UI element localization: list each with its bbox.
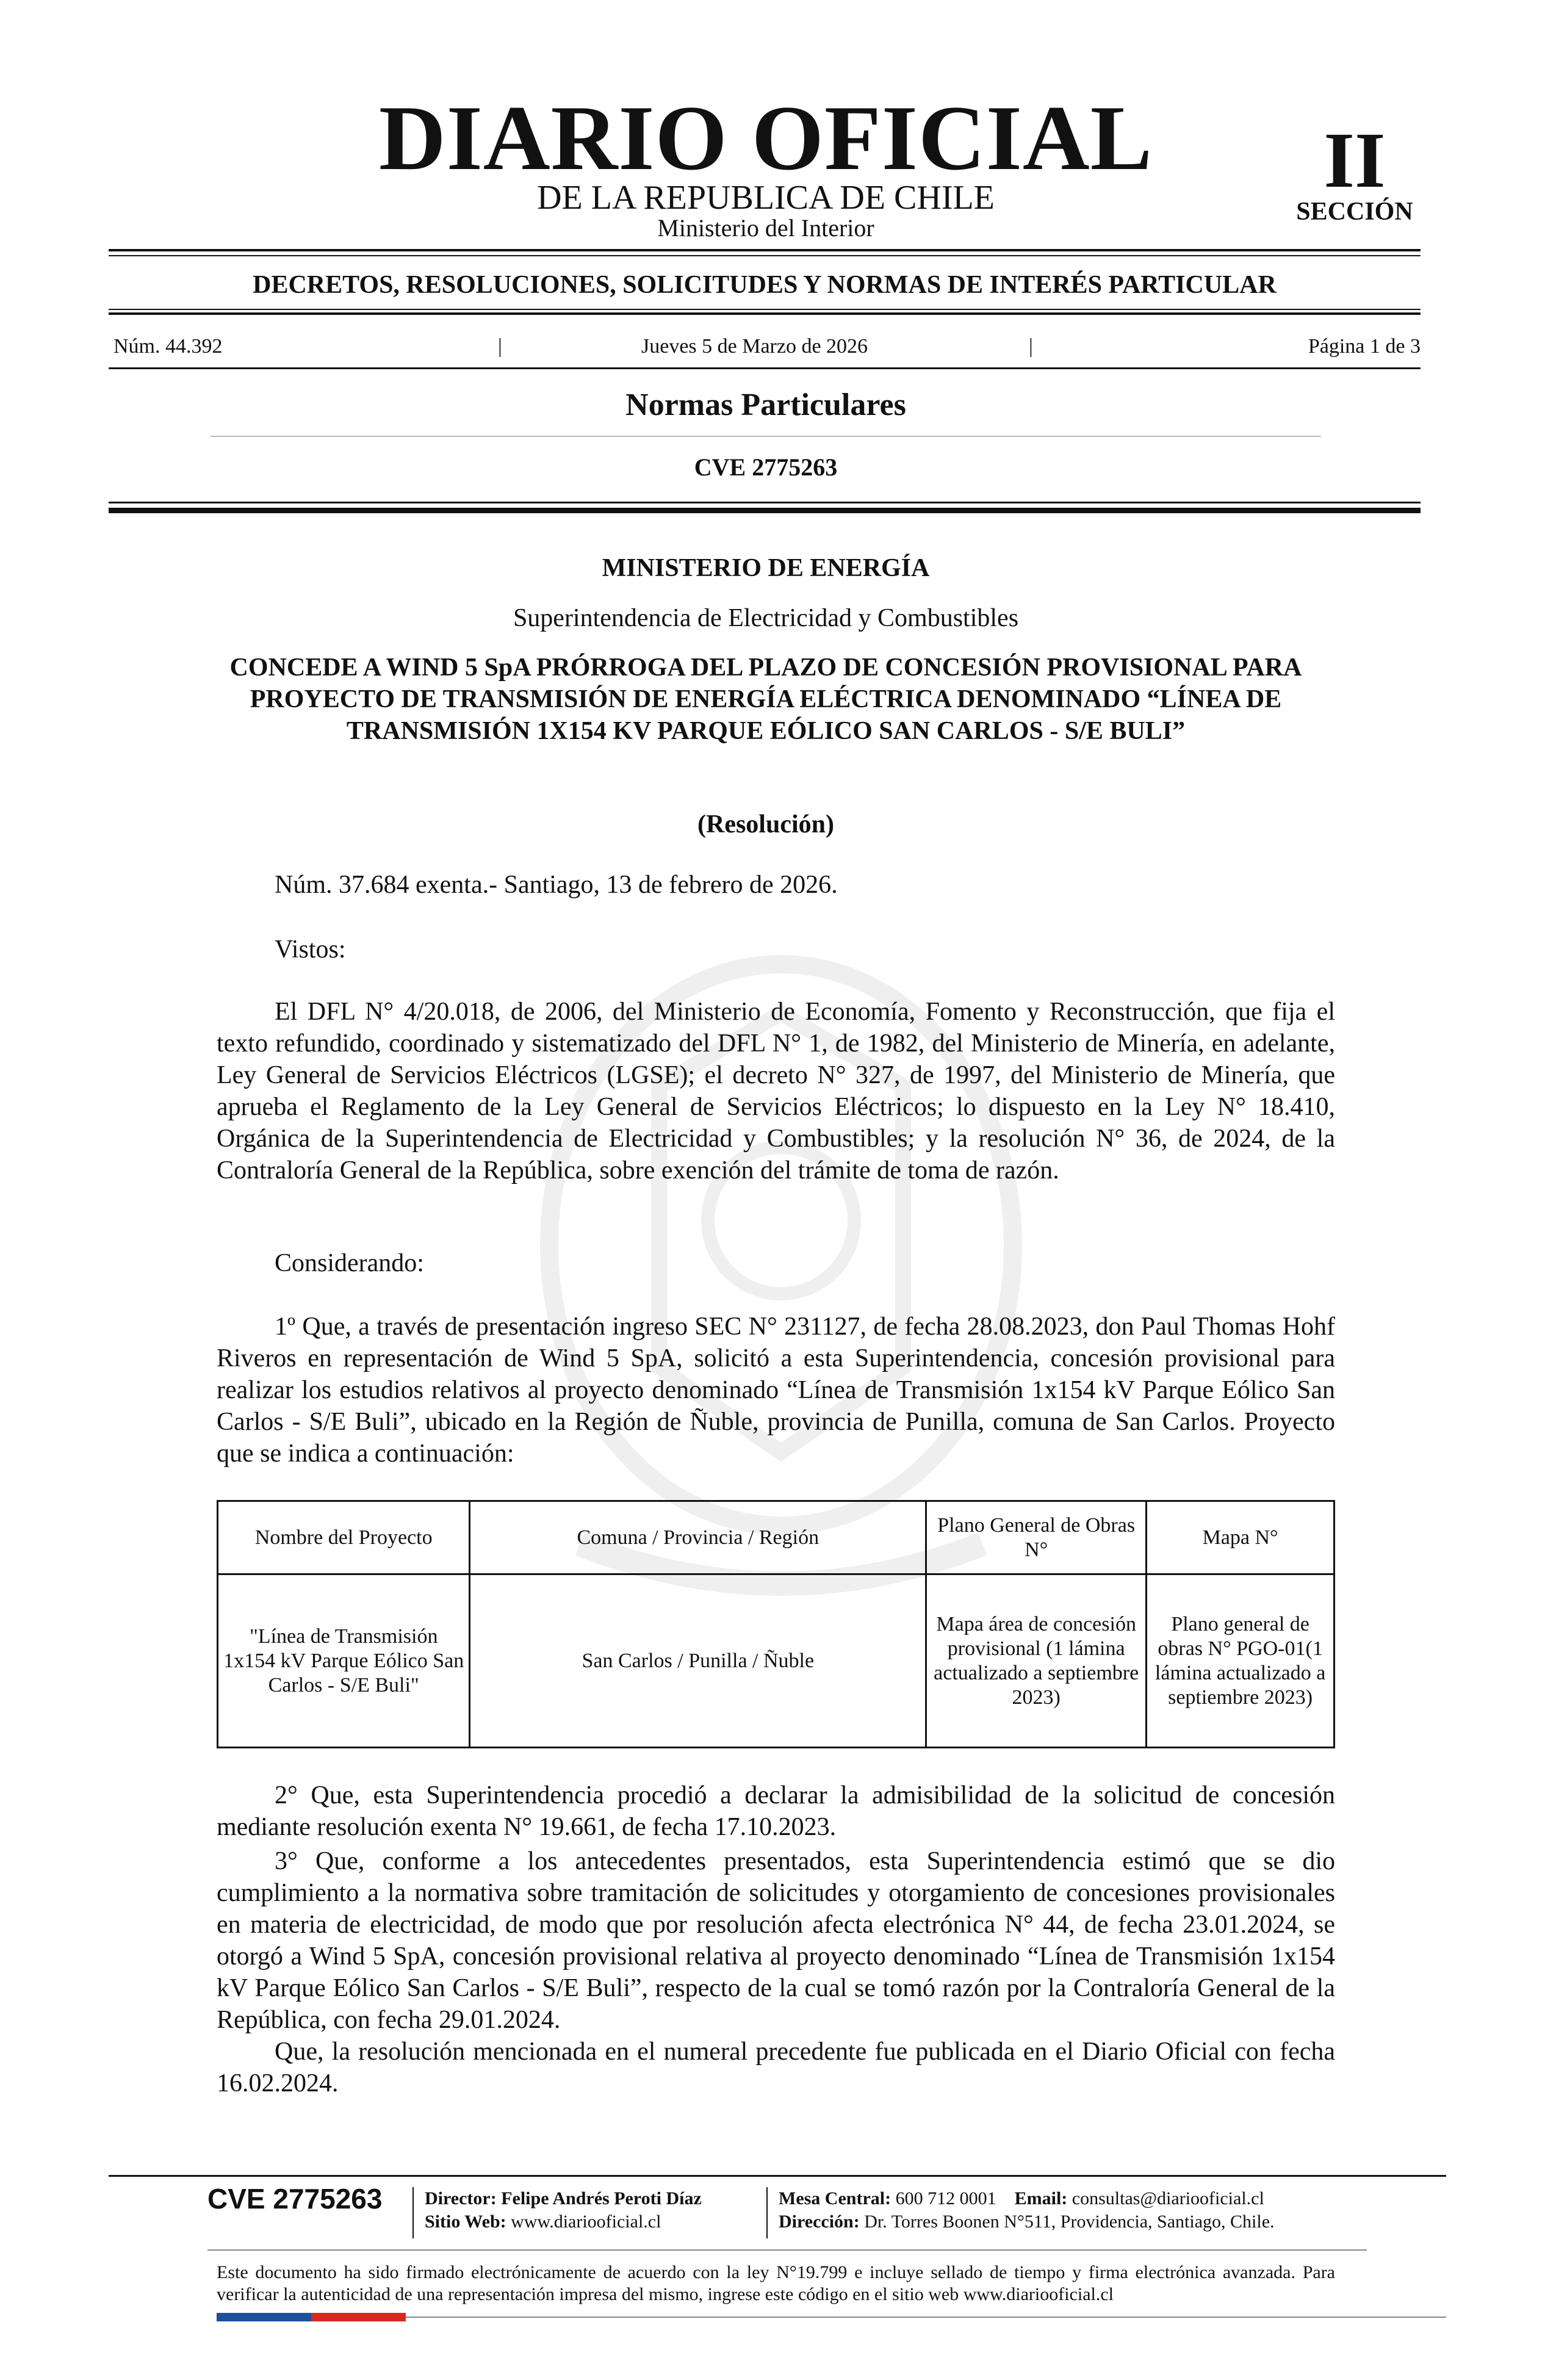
table-cell: Mapa área de concesión provisional (1 lámina actualizado a septiembre 2023) xyxy=(926,1574,1147,1748)
banner-rule xyxy=(109,312,1421,315)
paragraph-3: 3° Que, conforme a los antecedentes presentados, esta Superintendencia estimó que se dio cumplimiento a la normativa sobre tramitación de solicitudes y otorgamiento de concesiones provisionales en materia de electricidad, de modo que por resolución afecta electrónica N° 44, de fecha 23.01.2024, se otorgó a Wind 5 SpA, concesión provisional relativa al proyecto denominado “Línea de Transmisión 1x154 kV Parque Eólico San Carlos - S/E Buli”, respecto de la cual se tomó razón por la Contraloría General de la República, con fecha 29.01.2024. xyxy=(217,1847,1335,2034)
resolution-number: Núm. 37.684 exenta.- Santiago, 13 de febrero de 2026. xyxy=(275,871,838,899)
vistos-paragraph: El DFL N° 4/20.018, de 2006, del Ministerio de Economía, Fomento y Reconstrucción, que fija el texto refundido, coordinado y sistematizado del DFL N° 1, de 1982, del Ministerio de Minería, en adelante, Ley General de Servicios Eléctricos (LGSE); el decreto N° 327, de 1997, del Ministerio de Minería, que aprueba el Reglamento de la Ley General de Servicios Eléctricos; lo dispuesto en la Ley N° 18.410, Orgánica de la Superintendencia de Electricidad y Combustibles; y la resolución N° 36, de 2024, de la Contraloría General de la República, sobre exención del trámite de toma de razón. xyxy=(217,998,1335,1185)
address: Dr. Torres Boonen N°511, Providencia, Santiago, Chile. xyxy=(864,2212,1275,2232)
footer-rule-bottom xyxy=(207,2249,1367,2251)
flag-stripe-blue xyxy=(217,2313,311,2321)
newspaper-ministry: Ministerio del Interior xyxy=(657,214,874,242)
section-heading: Normas Particulares xyxy=(625,388,906,422)
footer-contact-block xyxy=(779,2187,1364,2234)
footer-director-block xyxy=(425,2187,766,2234)
site-label: Sitio Web: xyxy=(425,2212,506,2232)
issue-page: Página 1 de 3 xyxy=(1308,335,1421,358)
banner-rule-thin xyxy=(109,309,1421,310)
footer-divider xyxy=(766,2187,768,2238)
table-header: Plano General de Obras N° xyxy=(926,1501,1147,1574)
issue-separator: | xyxy=(1029,335,1033,358)
section-word: SECCIÓN xyxy=(1296,198,1413,226)
table-header: Comuna / Provincia / Región xyxy=(470,1501,926,1574)
issue-date: Jueves 5 de Marzo de 2026 xyxy=(641,335,868,358)
director-label: Director: xyxy=(425,2188,497,2209)
issue-rule xyxy=(109,367,1421,369)
cve-rule-thin xyxy=(109,502,1421,503)
newspaper-title: DIARIO OFICIAL xyxy=(378,87,1153,189)
masthead-rule-top xyxy=(109,249,1421,251)
issue-separator: | xyxy=(498,335,502,358)
site-url[interactable]: www.diariooficial.cl xyxy=(511,2212,661,2232)
resolution-title: CONCEDE A WIND 5 SpA PRÓRROGA DEL PLAZO DE CONCESIÓN PROVISIONAL PARA PROYECTO DE TRANSMISIÓN DE ENERGÍA ELÉCTRICA DENOMINADO “LÍNEA DE TRANSMISIÓN 1X154 KV PARQUE EÓLICO SAN CARLOS - S/E BULI” xyxy=(229,654,1302,745)
masthead-rule-top-thin xyxy=(109,255,1421,256)
section-underline xyxy=(211,436,1321,437)
email-address[interactable]: consultas@diariooficial.cl xyxy=(1072,2188,1264,2209)
table-cell: Plano general de obras N° PGO-01(1 lámina actualizado a septiembre 2023) xyxy=(1147,1574,1334,1748)
address-label: Dirección: xyxy=(779,2212,860,2232)
issue-row xyxy=(113,334,1421,359)
ministry-heading: MINISTERIO DE ENERGÍA xyxy=(602,554,930,582)
section-banner: DECRETOS, RESOLUCIONES, SOLICITUDES Y NORMAS DE INTERÉS PARTICULAR xyxy=(253,271,1277,299)
project-table xyxy=(217,1500,1335,1748)
considerando-label: Considerando: xyxy=(275,1249,424,1277)
mesa-phone: 600 712 0001 xyxy=(895,2188,996,2209)
cve-heading: CVE 2775263 xyxy=(694,453,838,481)
footer-cve: CVE 2775263 xyxy=(207,2183,383,2215)
table-cell: "Línea de Transmisión 1x154 kV Parque Eólico San Carlos - S/E Buli" xyxy=(218,1574,470,1748)
newspaper-subtitle: DE LA REPUBLICA DE CHILE xyxy=(537,179,995,217)
vistos-label: Vistos: xyxy=(275,936,346,964)
table-cell: San Carlos / Punilla / Ñuble xyxy=(470,1574,926,1748)
flag-stripe-red xyxy=(311,2313,406,2321)
table-header-row xyxy=(218,1501,1334,1574)
section-number: II xyxy=(1324,117,1386,204)
email-label: Email: xyxy=(1014,2188,1068,2209)
paragraph-1: 1º Que, a través de presentación ingreso SEC N° 231127, de fecha 28.08.2023, don Paul Thomas Hohf Riveros en representación de Wind 5 SpA, solicitó a esta Superintendencia, concesión provisional para realizar los estudios relativos al proyecto denominado “Línea de Transmisión 1x154 kV Parque Eólico San Carlos - S/E Buli”, ubicado en la Región de Ñuble, provincia de Punilla, comuna de San Carlos. Proyecto que se indica a continuación: xyxy=(217,1313,1335,1468)
paragraph-4: Que, la resolución mencionada en el numeral precedente fue publicada en el Diario Oficial con fecha 16.02.2024. xyxy=(217,2038,1335,2097)
flag-stripe-rule xyxy=(406,2317,1446,2318)
footer-rule xyxy=(109,2175,1446,2177)
director-name: Felipe Andrés Peroti Díaz xyxy=(501,2188,702,2209)
paragraph-2: 2° Que, esta Superintendencia procedió a declarar la admisibilidad de la solicitud de concesión mediante resolución exenta N° 19.661, de fecha 17.10.2023. xyxy=(217,1781,1335,1841)
issue-number: Núm. 44.392 xyxy=(113,335,223,358)
footer-divider xyxy=(412,2187,414,2238)
table-header: Mapa N° xyxy=(1147,1501,1334,1574)
table-header: Nombre del Proyecto xyxy=(218,1501,470,1574)
table-row xyxy=(218,1574,1334,1748)
document-type: (Resolución) xyxy=(697,810,834,838)
footer-legal-notice: Este documento ha sido firmado electrónicamente de acuerdo con la ley N°19.799 e incluye sellado de tiempo y firma electrónica avanzada. Para verificar la autenticidad de una representación impresa del mismo, ingrese este código en el sitio web www.diariooficial.cl xyxy=(217,2262,1335,2304)
cve-rule xyxy=(109,508,1421,513)
mesa-label: Mesa Central: xyxy=(779,2188,891,2209)
agency-heading: Superintendencia de Electricidad y Combustibles xyxy=(513,604,1019,632)
